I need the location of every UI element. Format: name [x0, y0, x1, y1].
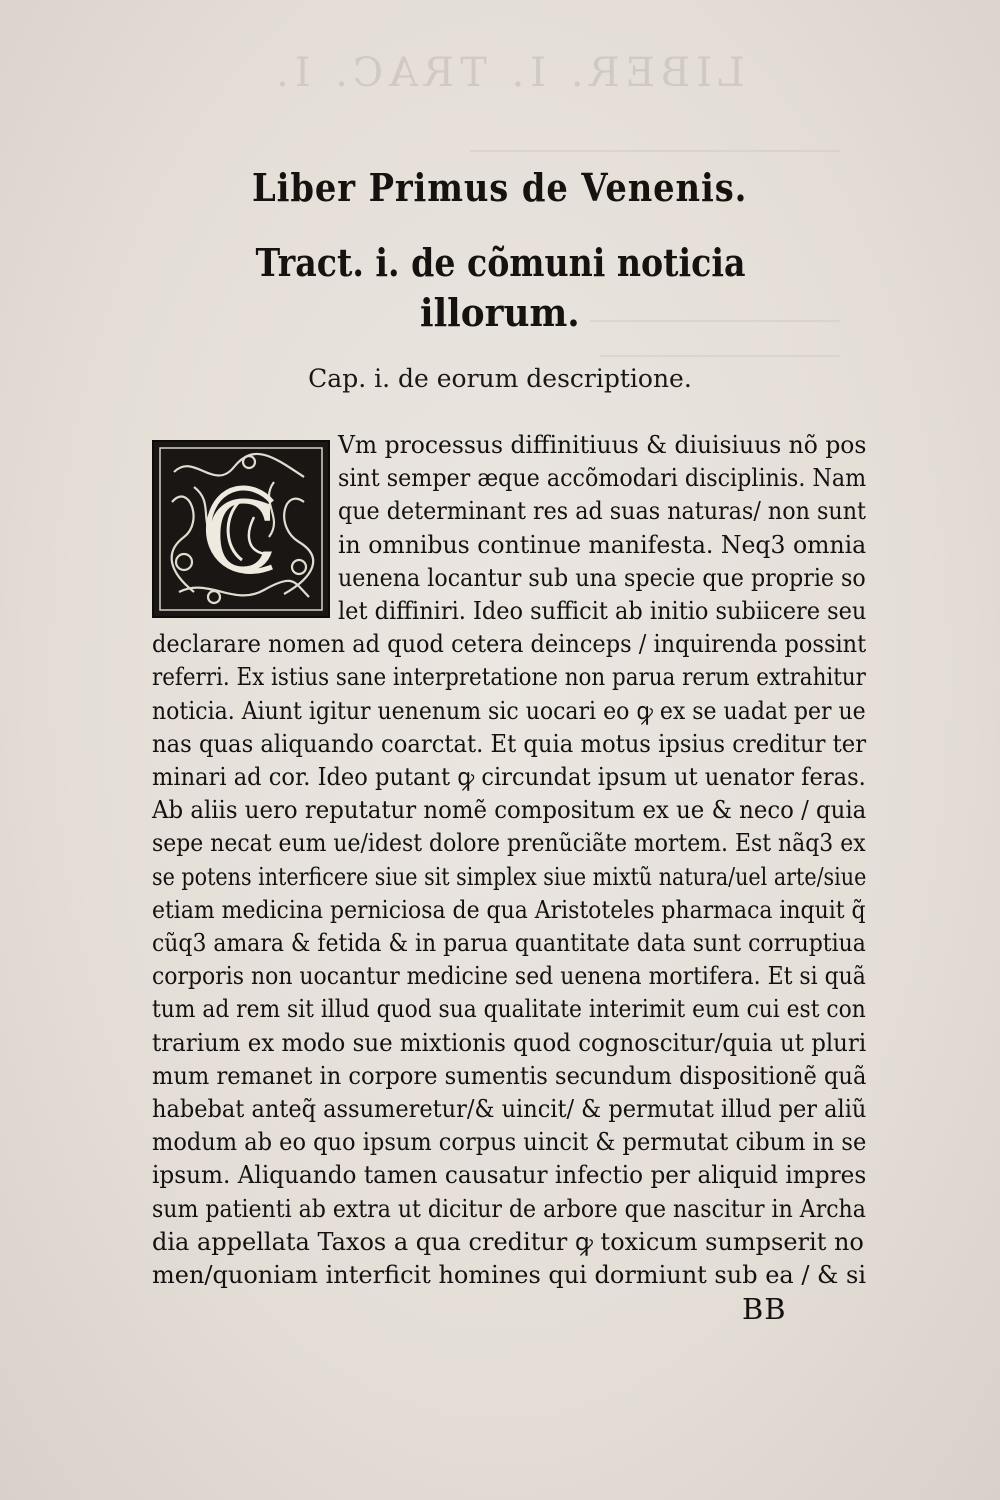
- text-line: ipsum. Aliquando tamen causatur infectio per aliquid impres: [152, 1161, 867, 1190]
- book-title: Liber Primus de Venenis.: [252, 165, 748, 210]
- text-line: sepe necat eum ue/idest dolore prenũciãte mortem. Est nãq3 ex: [152, 829, 866, 858]
- show-through-text: [600, 355, 840, 357]
- text-line: noticia. Aiunt igitur uenenum sic uocari eo ꝙ ex se uadat per ue: [152, 696, 866, 725]
- text-line: cũq3 amara & fetida & in parua quantitate data sunt corruptiua: [152, 929, 866, 957]
- text-line: nas quas aliquando coarctat. Et quia motus ipsius creditur ter: [152, 729, 867, 758]
- text-line: Vm processus diffinitiuus & diuisiuus nõ pos: [338, 431, 867, 459]
- text-line: trarium ex modo sue mixtionis quod cognoscitur/quia ut pluri: [152, 1028, 867, 1057]
- text-line: etiam medicina perniciosa de qua Aristoteles pharmaca inquit q̃: [152, 895, 866, 924]
- tract-title: Tract. i. de cõmuni noticia: [255, 240, 745, 285]
- text-line: minari ad cor. Ideo putant ꝙ circundat ipsum ut uenator feras.: [152, 763, 866, 791]
- show-through-text: [470, 150, 840, 152]
- text-line: sum patienti ab extra ut dicitur de arbore que nascitur in Archa: [152, 1194, 866, 1223]
- initial-letter: C: [204, 481, 278, 593]
- tract-title-continued: illorum.: [420, 290, 580, 335]
- chapter-heading: Cap. i. de eorum descriptione.: [308, 364, 692, 393]
- text-line: corporis non uocantur medicine sed uenena mortifera. Et si quã: [152, 962, 866, 991]
- knotwork-ornament-icon: [154, 442, 328, 616]
- text-line: declarare nomen ad quod cetera deinceps / inquirenda possint: [152, 630, 867, 659]
- text-line: referri. Ex istius sane interpretatione non parua rerum extrahitur: [152, 663, 866, 692]
- text-line: que determinant res ad suas naturas/ non sunt: [338, 497, 866, 526]
- text-line: Ab aliis uero reputatur nomẽ compositum ex ue & neco / quia: [152, 796, 867, 825]
- text-line: se potens interficere siue sit simplex siue mixtũ natura/uel arte/siue: [152, 862, 867, 891]
- signature-mark: BB: [742, 1292, 787, 1326]
- show-through-running-head: LIBER. I. TRAC. I.: [270, 50, 745, 96]
- text-line: let diffiniri. Ideo sufficit ab initio subiicere seu: [338, 597, 867, 625]
- text-line: modum ab eo quo ipsum corpus uincit & permutat cibum in se: [152, 1128, 867, 1157]
- text-line: sint semper æque accõmodari disciplinis. Nam: [338, 464, 867, 493]
- text-line: in omnibus continue manifesta. Neq3 omnia: [338, 530, 867, 559]
- text-line: mum remanet in corpore sumentis secundum dispositionẽ quã: [152, 1061, 867, 1090]
- text-line: uenena locantur sub una specie que proprie so: [338, 563, 866, 592]
- text-line: men/quoniam interficit homines qui dormiunt sub ea / & si: [152, 1261, 867, 1289]
- text-line: dia appellata Taxos a qua creditur ꝙ toxicum sumpserit no: [152, 1227, 864, 1256]
- text-line: tum ad rem sit illud quod sua qualitate interimit eum cui est con: [152, 995, 866, 1024]
- decorated-initial: [152, 440, 330, 618]
- text-line: habebat anteq̃ assumeretur/& uincit/ & permutat illud per aliũ: [152, 1095, 867, 1123]
